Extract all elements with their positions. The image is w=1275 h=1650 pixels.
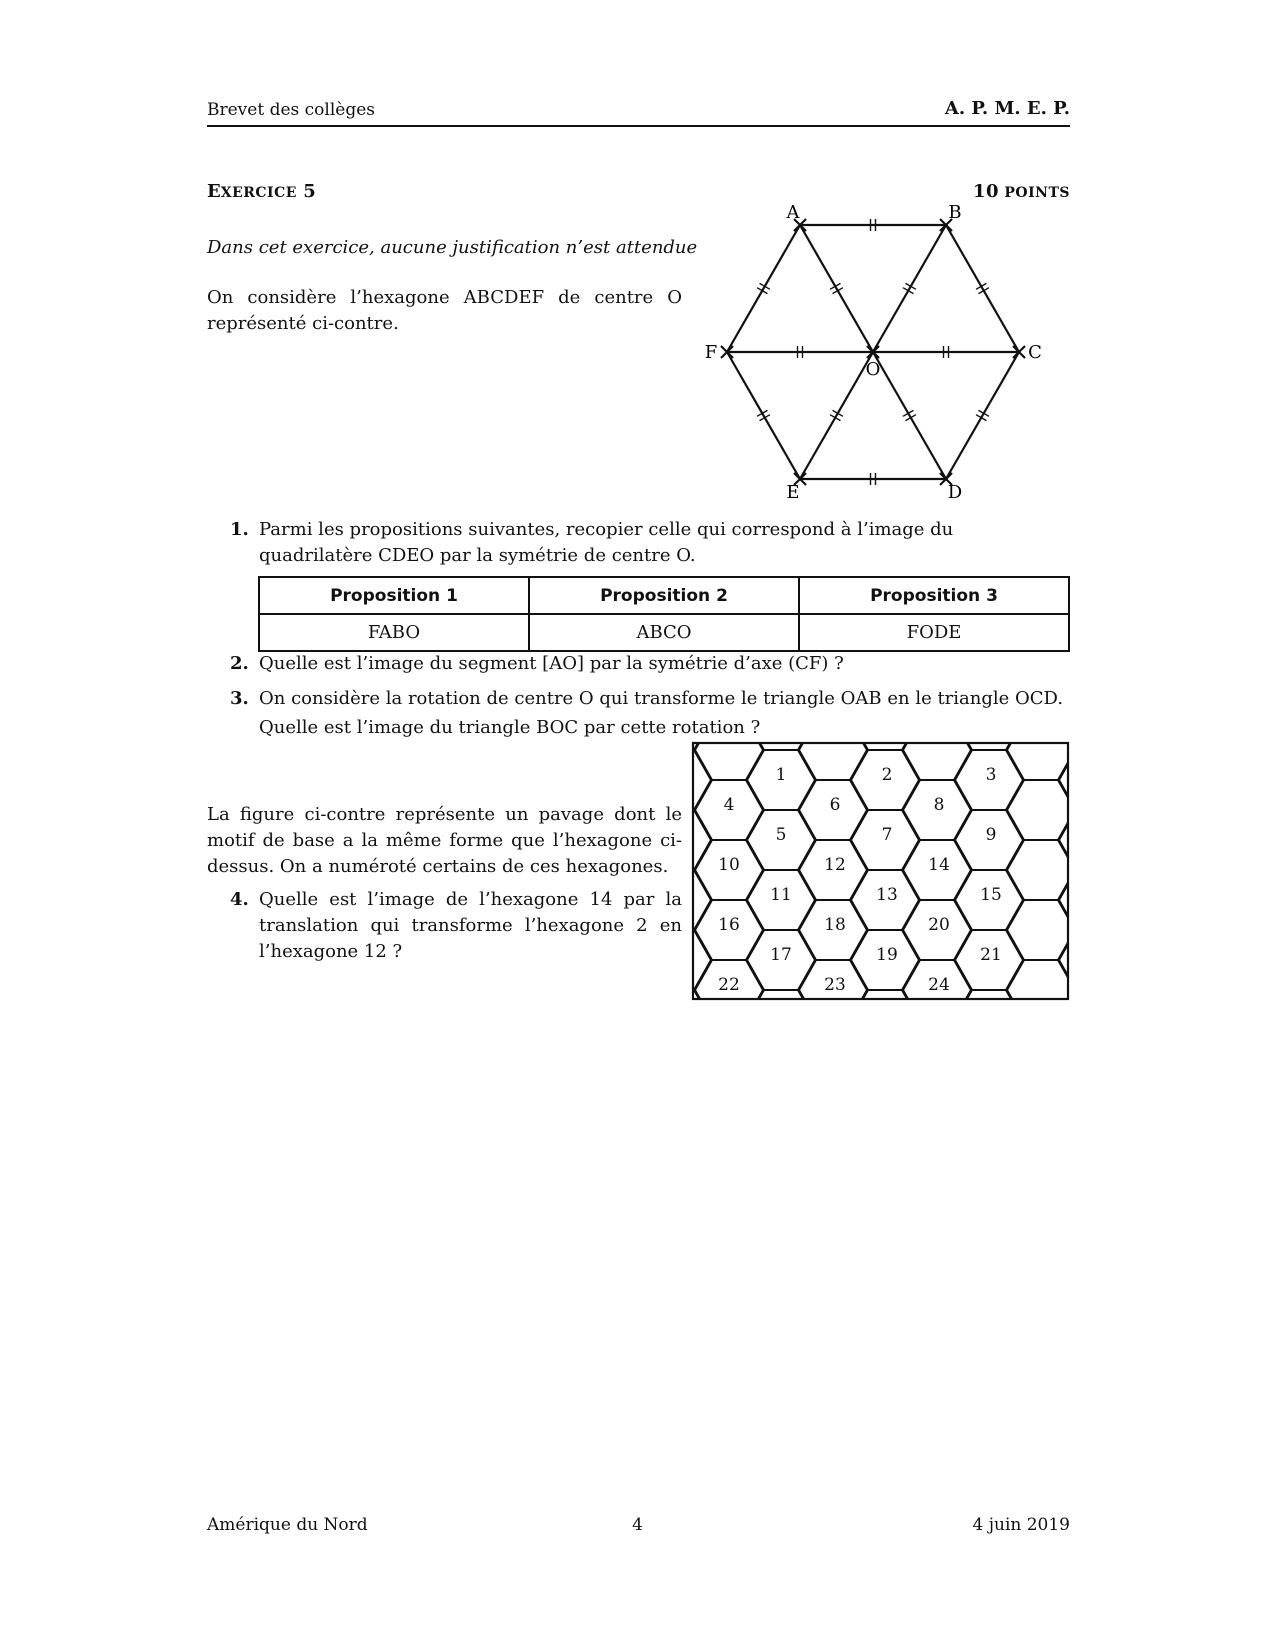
paving-hexagon — [1007, 840, 1070, 900]
paving-hexagon — [851, 740, 919, 750]
proposition-3-header: Proposition 3 — [799, 577, 1069, 614]
paving-number: 3 — [985, 765, 997, 785]
question-2-number: 2. — [230, 653, 249, 674]
paving-number: 21 — [980, 945, 1002, 965]
paving-number: 4 — [723, 795, 735, 815]
paving-hexagon — [799, 740, 867, 780]
paving-hexagon — [1007, 960, 1070, 1002]
proposition-1-value: FABO — [259, 614, 529, 651]
question-2-text: Quelle est l’image du segment [AO] par la symétrie d’axe (CF) ? — [259, 653, 844, 674]
exercise-title-first-letter: E — [207, 181, 221, 202]
footer-page-number: 4 — [632, 1515, 643, 1535]
paving-number: 5 — [775, 825, 787, 845]
question-4 — [230, 887, 682, 965]
instruction-text: Dans cet exercice, aucune justification n’est attendue — [207, 237, 698, 258]
propositions-header-row — [259, 577, 1069, 614]
paving-number: 24 — [928, 975, 950, 995]
paving-number: 22 — [718, 975, 740, 995]
paving-number: 13 — [876, 885, 898, 905]
proposition-3-value: FODE — [799, 614, 1069, 651]
question-4-number: 4. — [230, 889, 249, 910]
exercise-title — [207, 181, 316, 202]
label-C: C — [1028, 342, 1042, 363]
points-number: 10 — [972, 181, 1000, 202]
paving-number: 16 — [718, 915, 740, 935]
question-2 — [230, 651, 1070, 677]
paving-number: 1 — [775, 765, 787, 785]
paving-number: 10 — [718, 855, 740, 875]
paving-number: 12 — [824, 855, 846, 875]
paving-number: 18 — [824, 915, 846, 935]
paving-number: 14 — [928, 855, 950, 875]
paving-text: La figure ci-contre représente un pavage dont le motif de base a la même forme que l’hexagone ci-dessus. On a numéroté certains de ces hexagones. — [207, 804, 682, 877]
paving-number: 9 — [985, 825, 997, 845]
header-rule — [207, 125, 1070, 127]
exercise-number: 5 — [303, 181, 316, 202]
footer-left: Amérique du Nord — [207, 1515, 368, 1535]
label-D: D — [947, 482, 963, 503]
paving-hexagon — [695, 740, 763, 780]
paving-number: 6 — [829, 795, 841, 815]
proposition-2-value: ABCO — [529, 614, 799, 651]
paving-hexagon — [955, 740, 1023, 750]
paving-hexagon — [955, 990, 1023, 1002]
paving-hexagon — [1007, 900, 1070, 960]
paving-number: 8 — [933, 795, 945, 815]
label-E: E — [786, 482, 800, 503]
paving-number: 17 — [770, 945, 792, 965]
question-1 — [230, 517, 1070, 569]
paving-hexagon — [747, 990, 815, 1002]
question-3 — [230, 684, 1070, 742]
header-left: Brevet des collèges — [207, 100, 376, 120]
label-O: O — [865, 359, 881, 380]
hexagon-figure — [700, 198, 1060, 508]
footer-date: 4 juin 2019 — [972, 1515, 1070, 1535]
question-4-text: Quelle est l’image de l’hexagone 14 par la translation qui transforme l’hexagone 2 en l’hexagone 12 ? — [259, 889, 682, 962]
paving-number: 7 — [881, 825, 893, 845]
paving-number: 20 — [928, 915, 950, 935]
paving-hexagon — [747, 740, 815, 750]
propositions-table — [258, 576, 1070, 652]
paving-hexagon — [903, 740, 971, 780]
label-B: B — [948, 202, 962, 223]
paving-number: 11 — [770, 885, 792, 905]
paving-number: 15 — [980, 885, 1002, 905]
propositions-value-row — [259, 614, 1069, 651]
question-3-text: On considère la rotation de centre O qui transforme le triangle OAB en le triangle OCD. — [259, 688, 1064, 709]
proposition-1-header: Proposition 1 — [259, 577, 529, 614]
question-1-number: 1. — [230, 519, 249, 540]
points-word: POINTS — [1004, 185, 1070, 201]
exercise-title-rest: XERCICE — [220, 185, 297, 201]
paving-hexagon — [851, 990, 919, 1002]
question-3-number: 3. — [230, 688, 249, 709]
question-1-text: Parmi les propositions suivantes, recopier celle qui correspond à l’image du quadrilatère CDEO par la symétrie de centre O. — [259, 519, 954, 566]
header-right: A. P. M. E. P. — [944, 98, 1070, 119]
paving-hexagon — [1007, 780, 1070, 840]
intro-text: On considère l’hexagone ABCDEF de centre O représenté ci-contre. — [207, 287, 682, 334]
paving-hexagon — [1007, 740, 1070, 780]
paving-number: 23 — [824, 975, 846, 995]
paving-number: 19 — [876, 945, 898, 965]
proposition-2-header: Proposition 2 — [529, 577, 799, 614]
label-A: A — [786, 202, 800, 223]
question-3-text-2: Quelle est l’image du triangle BOC par cette rotation ? — [259, 717, 761, 738]
paving-figure — [690, 740, 1070, 1002]
label-F: F — [704, 342, 718, 363]
paving-number: 2 — [881, 765, 893, 785]
